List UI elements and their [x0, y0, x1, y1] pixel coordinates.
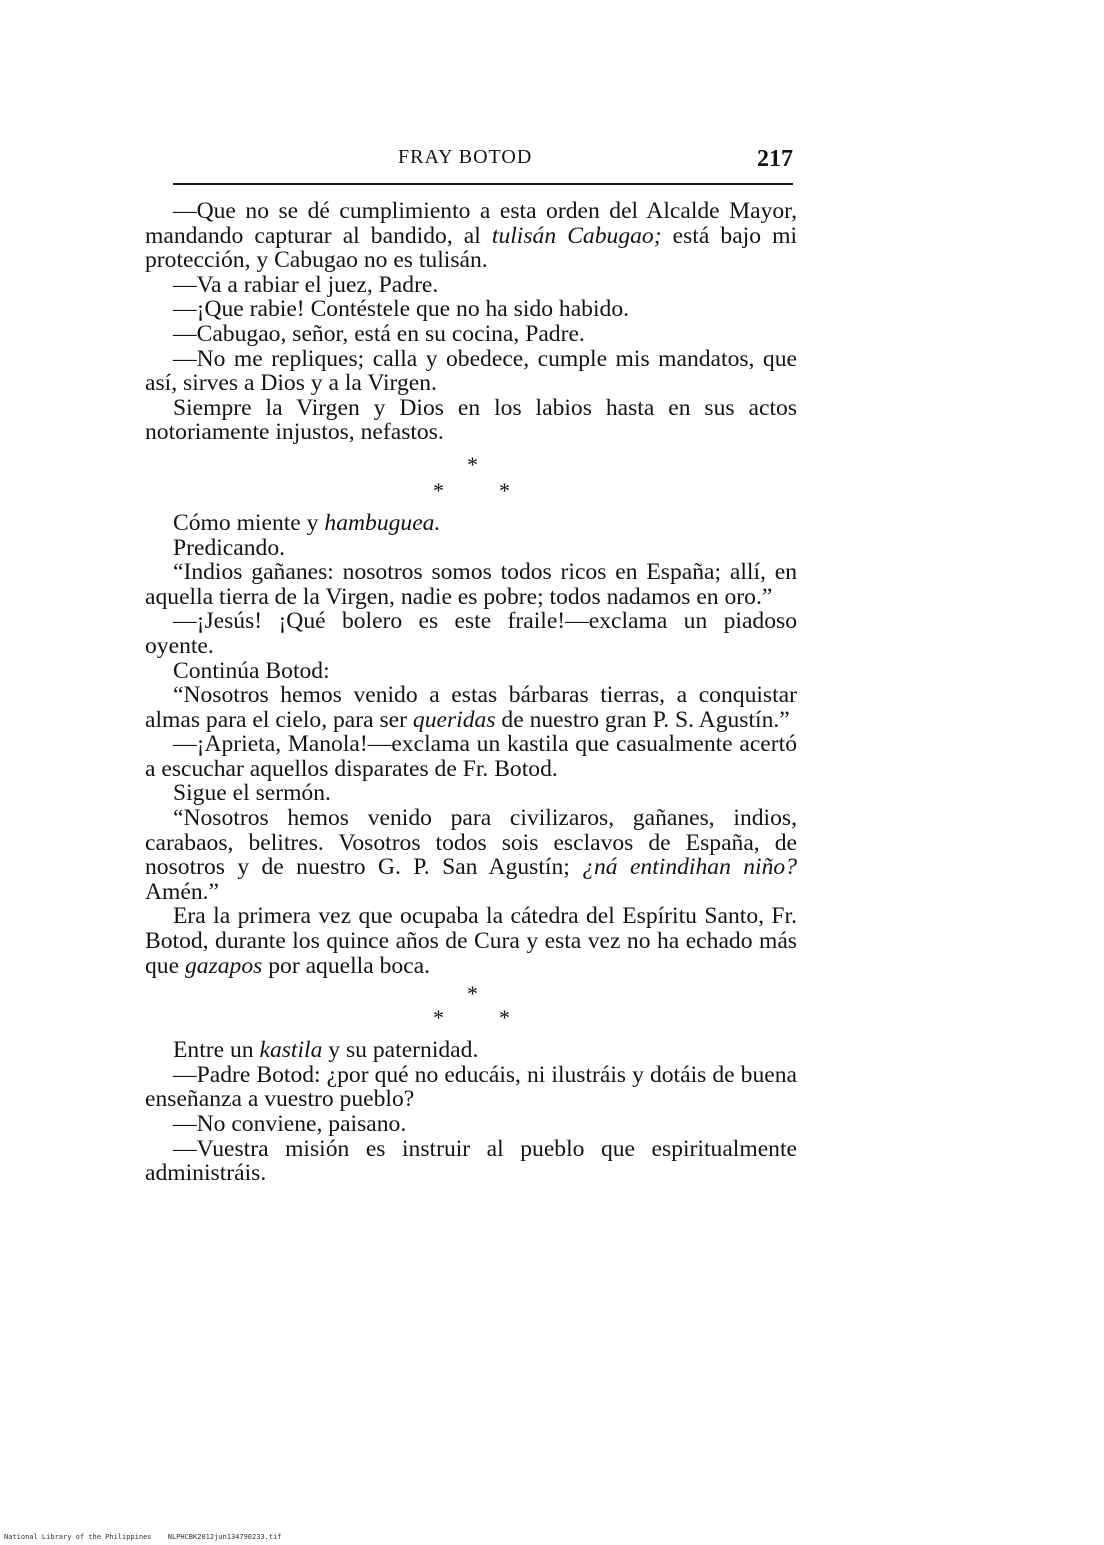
paragraph: Predicando. — [173, 534, 286, 561]
paragraph: —Cabugao, señor, está en su cocina, Padre. — [173, 320, 585, 347]
section-b — [145, 511, 797, 978]
paragraph: —Padre Botod: ¿por qué no educáis, ni ilustráis y dotáis de buena enseñanza a vuestro pueblo? — [145, 1061, 797, 1113]
italic-text: hambuguea. — [324, 509, 441, 536]
italic-text: tulisán Cabugao; — [491, 222, 662, 249]
italic-text: kastila — [259, 1037, 323, 1064]
italic-text: queridas — [412, 706, 496, 733]
paragraph: —Va a rabiar el juez, Padre. — [173, 271, 439, 298]
footer-file-id: NLPHCBK2012jun134790233.tif — [167, 1533, 282, 1541]
footer-library: National Library of the Philippines — [4, 1533, 152, 1541]
page-number: 217 — [757, 146, 793, 172]
asterisk: * — [433, 477, 444, 503]
header-rule — [173, 183, 793, 185]
asterism-separator — [145, 978, 797, 1038]
asterisk: * — [467, 981, 478, 1007]
paragraph: —¡Jesús! ¡Qué bolero es este fraile!—exclama un piadoso oyente. — [145, 608, 797, 659]
paragraph: Cómo miente y hambuguea. — [173, 509, 441, 536]
paragraph: Entre un kastila y su paternidad. — [173, 1037, 479, 1064]
page-body — [145, 199, 797, 1186]
paragraph: —Que no se dé cumplimiento a esta orden del Alcalde Mayor, mandando capturar al bandido, al tulisán Cabugao; está bajo mi protección, y Cabugao no es tulisán. — [145, 198, 798, 274]
italic-text: ¿ná entindihan niño? — [582, 854, 797, 881]
paragraph: —¡Que rabie! Contéstele que no ha sido habido. — [173, 296, 630, 323]
paragraph: —¡Aprieta, Manola!—exclama un kastila que casualmente acertó a escuchar aquellos disparates de Fr. Botod. — [145, 731, 797, 782]
paragraph: —No me repliques; calla y obedece, cumple mis mandatos, que así, sirves a Dios y a la Virgen. — [145, 345, 797, 397]
paragraph: Siempre la Virgen y Dios en los labios hasta en sus actos notoriamente injustos, nefastos. — [145, 394, 797, 446]
paragraph: “Indios gañanes: nosotros somos todos ricos en España; allí, en aquella tierra de la Virgen, nadie es pobre; todos nadamos en oro.” — [145, 559, 797, 610]
paragraph: “Nosotros hemos venido a estas bárbaras tierras, a conquistar almas para el cielo, para ser queridas de nuestro gran P. S. Agustín.” — [145, 682, 797, 733]
asterism-separator — [145, 445, 797, 511]
paragraph: Continúa Botod: — [173, 657, 330, 684]
section-c — [145, 1038, 797, 1186]
section-a — [145, 199, 797, 445]
asterisk: * — [499, 477, 510, 503]
running-header-title: FRAY BOTOD — [398, 146, 533, 168]
paragraph: “Nosotros hemos venido para civilizaros, gañanes, indios, carabaos, belitres. Vosotros todos sois esclavos de España, de nosotros y de nuestro G. P. San Agustín; ¿ná entindihan niño? Amén.” — [145, 805, 797, 905]
asterisk: * — [467, 451, 478, 477]
asterisk: * — [433, 1005, 444, 1031]
scan-footer — [4, 1533, 294, 1541]
paragraph: Sigue el sermón. — [173, 780, 331, 807]
paragraph: —Vuestra misión es instruir al pueblo que espiritualmente administráis. — [145, 1135, 797, 1187]
italic-text: gazapos — [184, 952, 263, 979]
asterisk: * — [499, 1005, 510, 1031]
paragraph: Era la primera vez que ocupaba la cátedra del Espíritu Santo, Fr. Botod, durante los quince años de Cura y esta vez no ha echado más que gazapos por aquella boca. — [145, 903, 797, 979]
paragraph: —No conviene, paisano. — [173, 1111, 407, 1137]
